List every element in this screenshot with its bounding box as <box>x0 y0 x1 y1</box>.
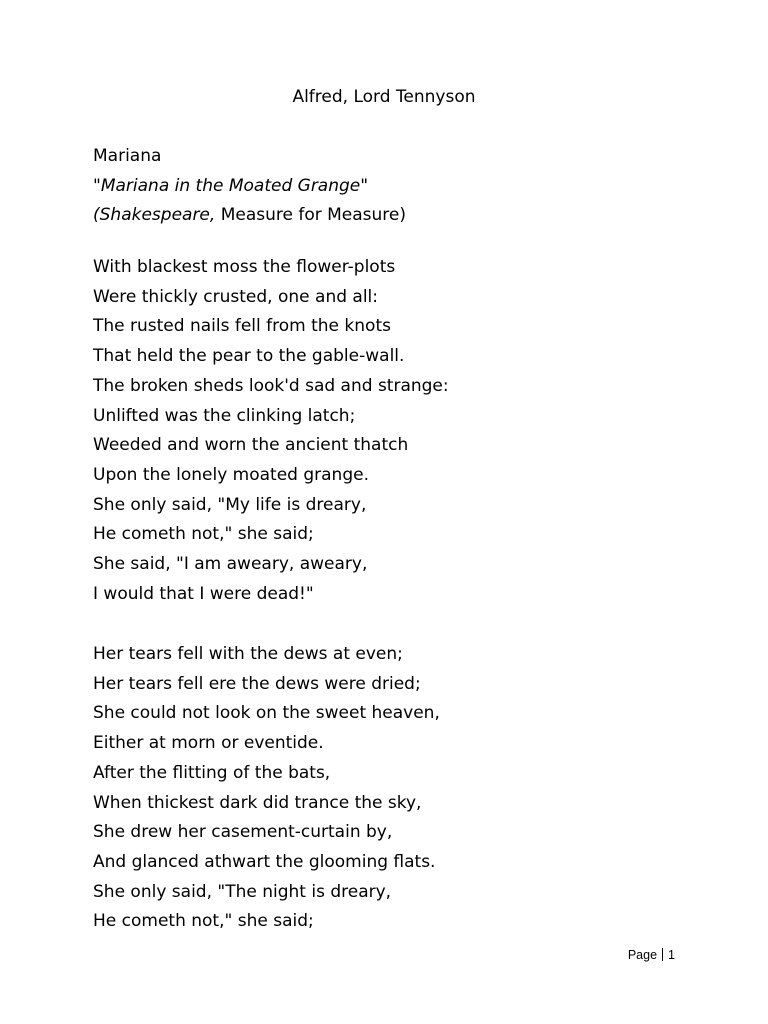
poem-line: She only said, "My life is dreary, <box>93 494 367 515</box>
poem-heading <box>93 142 713 231</box>
poem-line: Either at morn or eventide. <box>93 733 324 754</box>
source-rest: Measure for Measure) <box>215 205 407 226</box>
poem-line: The broken sheds look'd sad and strange: <box>93 375 449 396</box>
author-name: Alfred, Lord Tennyson <box>292 87 476 107</box>
poem-line: He cometh not," she said; <box>93 524 314 545</box>
source-italic: (Shakespeare, <box>93 205 216 226</box>
page-number: 1 <box>668 948 675 962</box>
poem-line: When thickest dark did trance the sky, <box>93 792 422 813</box>
poem-title: Mariana <box>93 146 162 166</box>
page-footer <box>628 946 675 964</box>
poem-line: After the flitting of the bats, <box>93 762 331 783</box>
poem-line: I would that I were dead!" <box>93 583 314 604</box>
poem-line: Weeded and worn the ancient thatch <box>93 435 409 456</box>
subtitle-italic: Mariana in the Moated Grange <box>100 175 361 196</box>
stanza-2 <box>93 640 713 937</box>
poem-line: Her tears fell with the dews at even; <box>93 644 403 664</box>
poem-line: She could not look on the sweet heaven, <box>93 703 440 724</box>
poem-line: She only said, "The night is dreary, <box>93 881 392 902</box>
poem-line: That held the pear to the gable-wall. <box>93 346 405 367</box>
subtitle-open-quote: " <box>93 175 101 196</box>
poem-line: With blackest moss the flower-plots <box>93 257 396 277</box>
poem-line: She drew her casement-curtain by, <box>93 822 393 843</box>
stanza-1 <box>93 253 713 609</box>
poem-line: Her tears fell ere the dews were dried; <box>93 673 421 694</box>
poem-source <box>93 201 713 231</box>
poem-line: Upon the lonely moated grange. <box>93 464 369 485</box>
poem-line: And glanced athwart the glooming flats. <box>93 851 436 872</box>
poem-line: Were thickly crusted, one and all: <box>93 286 378 307</box>
poem-line: Unlifted was the clinking latch; <box>93 405 356 426</box>
page-label: Page <box>627 948 658 962</box>
poem-line: The rusted nails fell from the knots <box>93 316 391 337</box>
footer-divider <box>662 948 663 961</box>
poem-line: He cometh not," she said; <box>93 911 314 932</box>
poem-subtitle <box>93 172 713 202</box>
subtitle-close-quote: " <box>360 175 369 196</box>
poem-line: She said, "I am aweary, aweary, <box>93 554 368 575</box>
